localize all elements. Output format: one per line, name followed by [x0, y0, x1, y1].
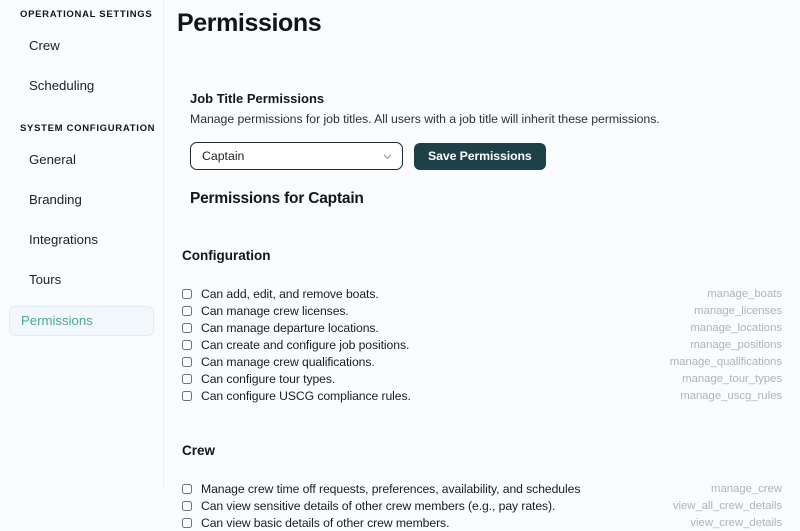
permission-label: Can view basic details of other crew members.	[201, 515, 450, 530]
permission-checkbox[interactable]	[182, 340, 192, 350]
sidebar-item-general[interactable]: General	[29, 152, 76, 167]
permission-checkbox[interactable]	[182, 391, 192, 401]
job-title-permissions-section	[164, 91, 800, 208]
permission-group-title: Crew	[182, 443, 216, 458]
permission-label: Can add, edit, and remove boats.	[201, 286, 379, 301]
sidebar-group-operational	[0, 9, 163, 100]
permission-checkbox[interactable]	[182, 323, 192, 333]
permission-label: Can manage crew qualifications.	[201, 354, 375, 369]
permission-checkbox[interactable]	[182, 518, 192, 528]
sidebar-group-label-system: SYSTEM CONFIGURATION	[20, 123, 156, 134]
permission-code: manage_qualifications	[669, 355, 782, 368]
sidebar-item-permissions[interactable]: Permissions	[9, 306, 154, 336]
permission-code: manage_positions	[690, 338, 782, 351]
permission-row[interactable]	[182, 285, 800, 302]
permission-list-crew	[182, 480, 800, 531]
permission-row[interactable]	[182, 387, 800, 404]
permission-code: manage_uscg_rules	[680, 389, 782, 402]
sidebar-item-integrations[interactable]: Integrations	[29, 232, 98, 247]
permission-row[interactable]	[182, 497, 800, 514]
permission-list-configuration	[182, 285, 800, 404]
sidebar-item-branding[interactable]: Branding	[29, 192, 82, 207]
job-title-select-value: Captain	[202, 149, 245, 163]
permission-label: Can configure tour types.	[201, 371, 336, 386]
permission-checkbox[interactable]	[182, 357, 192, 367]
permission-row[interactable]	[182, 370, 800, 387]
permission-row[interactable]	[182, 319, 800, 336]
sidebar-group-label-operational: OPERATIONAL SETTINGS	[20, 9, 153, 20]
permission-checkbox[interactable]	[182, 484, 192, 494]
sidebar-item-scheduling[interactable]: Scheduling	[29, 78, 95, 93]
job-title-controls	[190, 142, 800, 170]
permission-code: manage_tour_types	[682, 372, 782, 385]
settings-sidebar	[0, 0, 164, 487]
permission-label: Manage crew time off requests, preferences, availability, and schedules	[201, 481, 581, 496]
sidebar-group-system	[0, 123, 163, 336]
permission-code: manage_boats	[707, 287, 782, 300]
permission-label: Can configure USCG compliance rules.	[201, 388, 411, 403]
save-permissions-button[interactable]: Save Permissions	[414, 143, 546, 170]
permission-label: Can manage departure locations.	[201, 320, 379, 335]
permission-checkbox[interactable]	[182, 501, 192, 511]
permission-row[interactable]	[182, 514, 800, 531]
sidebar-item-crew[interactable]: Crew	[29, 38, 60, 53]
permission-group-crew	[164, 443, 800, 531]
permission-label: Can view sensitive details of other crew members (e.g., pay rates).	[201, 498, 556, 513]
permission-code: view_all_crew_details	[672, 499, 782, 512]
permission-row[interactable]	[182, 353, 800, 370]
permission-row[interactable]	[182, 480, 800, 497]
permission-checkbox[interactable]	[182, 306, 192, 316]
chevron-down-icon	[382, 151, 393, 162]
main-content	[164, 0, 800, 530]
job-title-permissions-description: Manage permissions for job titles. All users with a job title will inherit these permissions.	[190, 112, 660, 126]
permission-code: view_crew_details	[690, 516, 782, 529]
permission-checkbox[interactable]	[182, 374, 192, 384]
permission-row[interactable]	[182, 302, 800, 319]
permission-checkbox[interactable]	[182, 289, 192, 299]
page-title: Permissions	[177, 9, 322, 37]
permission-label: Can create and configure job positions.	[201, 337, 410, 352]
permission-group-title: Configuration	[182, 248, 271, 263]
job-title-permissions-heading: Job Title Permissions	[190, 91, 325, 106]
permission-label: Can manage crew licenses.	[201, 303, 349, 318]
permission-group-configuration	[164, 248, 800, 404]
sidebar-item-tours[interactable]: Tours	[29, 272, 62, 287]
permissions-for-heading: Permissions for Captain	[190, 190, 364, 207]
job-title-select[interactable]	[190, 142, 403, 170]
permission-code: manage_crew	[711, 482, 782, 495]
permission-code: manage_licenses	[694, 304, 782, 317]
permission-code: manage_locations	[690, 321, 782, 334]
permission-row[interactable]	[182, 336, 800, 353]
